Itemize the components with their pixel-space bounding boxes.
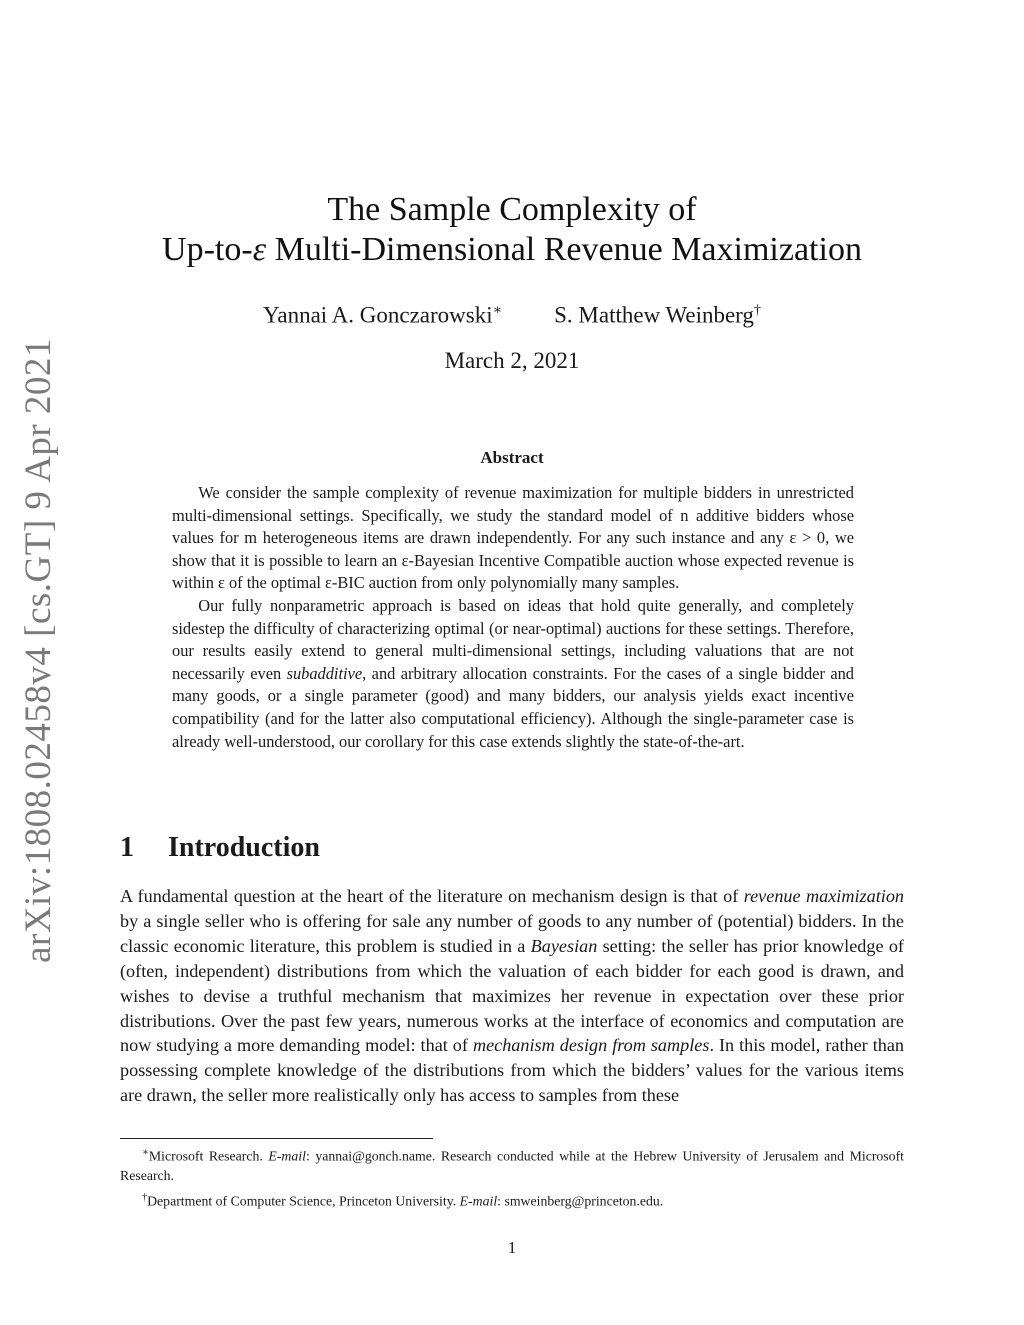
section-number: 1: [120, 832, 134, 863]
title-line-1: The Sample Complexity of: [327, 191, 697, 228]
paper-title: [0, 190, 1024, 270]
author-2-name: S. Matthew Weinberg: [554, 302, 754, 328]
emphasis-subadditive: subadditive: [286, 663, 363, 683]
intro-paragraph-1: A fundamental question at the heart of the literature on mechanism design is that of revenue maximization by a single seller who is offering for sale any number of goods to any number of (potential) bidders. In the classic economic literature, this problem is studied in a Bayesian setting: the seller has prior knowledge of (often, independent) distributions from which the valuation of each bidder for each good is drawn, and wishes to devise a truthful mechanism that maximizes her revenue in expectation over these prior distributions. Over the past few years, numerous works at the interface of economics and computation are now studying a more demanding model: that of mechanism design from samples. In this model, rather than possessing complete knowledge of the distributions from which the bidders’ values for the various items are drawn, the seller more realistically only has access to samples from these: [120, 886, 905, 1106]
emphasis-revenue-maximization: revenue maximization: [743, 886, 905, 906]
footnote-1: ∗Microsoft Research. E-mail: yannai@gonch.name. Research conducted while at the Hebrew University of Jerusalem and Microsoft Research.: [120, 1147, 905, 1183]
section-title: Introduction: [168, 832, 320, 863]
title-line-2-prefix: Up-to-: [162, 231, 253, 268]
footnote-2: †Department of Computer Science, Princeton University. E-mail: smweinberg@princeton.edu.: [142, 1191, 664, 1209]
paper-date: March 2, 2021: [444, 348, 580, 373]
arxiv-stamp-text: arXiv:1808.02458v4 [cs.GT] 9 Apr 2021: [17, 337, 59, 963]
page-number: 1: [507, 1238, 517, 1257]
abstract-paragraph-1: We consider the sample complexity of revenue maximization for multiple bidders in unrestricted multi-dimensional settings. Specifically, we study the standard model of n additive bidders whose values for m heterogeneous items are drawn independently. For any such instance and any ε > 0, we show that it is possible to learn an ε-Bayesian Incentive Compatible auction whose expected revenue is within ε of the optimal ε-BIC auction from only polynomially many samples.: [172, 483, 854, 593]
author-1-name: Yannai A. Gonczarowski: [263, 302, 493, 328]
abstract-paragraph-2: Our fully nonparametric approach is based on ideas that hold quite generally, and completely sidestep the difficulty of characterizing optimal (or near-optimal) auctions for these settings. Therefore, our results easily extend to general multi-dimensional settings, including valuations that are not necessarily even subadditive, and arbitrary allocation constraints. For the cases of a single bidder and many goods, or a single parameter (good) and many bidders, our analysis yields exact incentive compatibility (and for the latter also computational efficiency). Although the single-parameter case is already well-understood, our corollary for this case extends slightly the state-of-the-art.: [172, 595, 854, 751]
author-list: [0, 302, 1024, 329]
author-2-mark: †: [753, 303, 761, 318]
emphasis-bayesian: Bayesian: [530, 935, 598, 956]
section-heading-introduction: [120, 832, 320, 864]
emphasis-mechanism-design-from-samples: mechanism design from samples: [472, 1035, 710, 1056]
footnote-rule: [120, 1138, 433, 1139]
title-epsilon: ε: [252, 231, 267, 268]
abstract-heading: Abstract: [480, 448, 544, 467]
abstract-body: [172, 482, 854, 753]
footnotes: [120, 1143, 904, 1210]
author-1-mark: ∗: [492, 303, 503, 318]
title-line-2: [0, 230, 1024, 270]
title-line-2-rest: Multi-Dimensional Revenue Maximization: [266, 231, 862, 268]
introduction-body: [120, 884, 904, 1108]
